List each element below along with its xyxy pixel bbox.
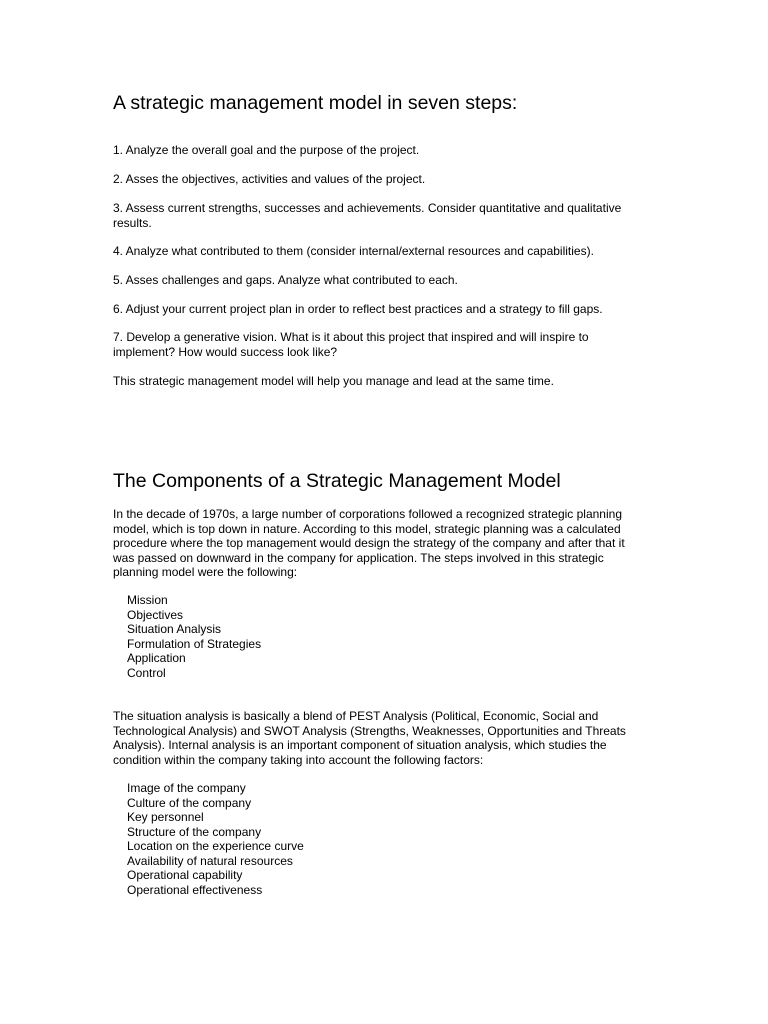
list-item: Culture of the company xyxy=(127,795,252,810)
step-6: 6. Adjust your current project plan in order to reflect best practices and a strategy to fill gaps. xyxy=(113,302,603,316)
step-2: 2. Asses the objectives, activities and values of the project. xyxy=(113,172,426,186)
list-item: Image of the company xyxy=(127,781,246,795)
list-item: Operational effectiveness xyxy=(127,882,263,897)
step-5: 5. Asses challenges and gaps. Analyze what contributed to each. xyxy=(113,273,458,287)
list-item: Application xyxy=(127,651,186,665)
step-3: 3. Assess current strengths, successes and achievements. Consider quantitative and qualitative results. xyxy=(113,201,622,230)
section1-closing: This strategic management model will help you manage and lead at the same time. xyxy=(113,374,554,388)
planning-steps-list xyxy=(113,593,657,680)
section1-title: A strategic management model in seven steps: xyxy=(113,92,518,114)
list-item: Availability of natural resources xyxy=(127,853,293,868)
step-1: 1. Analyze the overall goal and the purpose of the project. xyxy=(113,143,420,157)
section2-intro: In the decade of 1970s, a large number of corporations followed a recognized strategic planning model, which is top down in nature. According to this model, strategic planning was a calculated procedure where the top management would design the strategy of the company and after that it was passed on downward in the company for application. The steps involved in this strategic planning model were the following: xyxy=(113,507,625,579)
list-item: Mission xyxy=(127,593,168,607)
situation-analysis-text: The situation analysis is basically a blend of PEST Analysis (Political, Economic, Social and Technological Analysis) and SWOT Analysis (Strengths, Weaknesses, Opportunities and Threats Analysis). Internal analysis is an important component of situation analysis, which studies the condition within the company taking into account the following factors: xyxy=(113,709,626,767)
step-7: 7. Develop a generative vision. What is it about this project that inspired and will inspire to implement? How would success look like? xyxy=(113,330,589,359)
list-item: Objectives xyxy=(127,607,184,622)
list-item: Location on the experience curve xyxy=(127,839,304,853)
section2-title: The Components of a Strategic Management Model xyxy=(113,470,561,492)
list-item: Operational capability xyxy=(127,868,243,882)
list-item: Key personnel xyxy=(127,810,204,824)
list-item: Control xyxy=(127,665,166,680)
factors-list xyxy=(113,781,657,897)
list-item: Formulation of Strategies xyxy=(127,636,262,651)
list-item: Situation Analysis xyxy=(127,622,222,636)
step-4: 4. Analyze what contributed to them (consider internal/external resources and capabilities). xyxy=(113,244,594,258)
list-item: Structure of the company xyxy=(127,824,262,839)
